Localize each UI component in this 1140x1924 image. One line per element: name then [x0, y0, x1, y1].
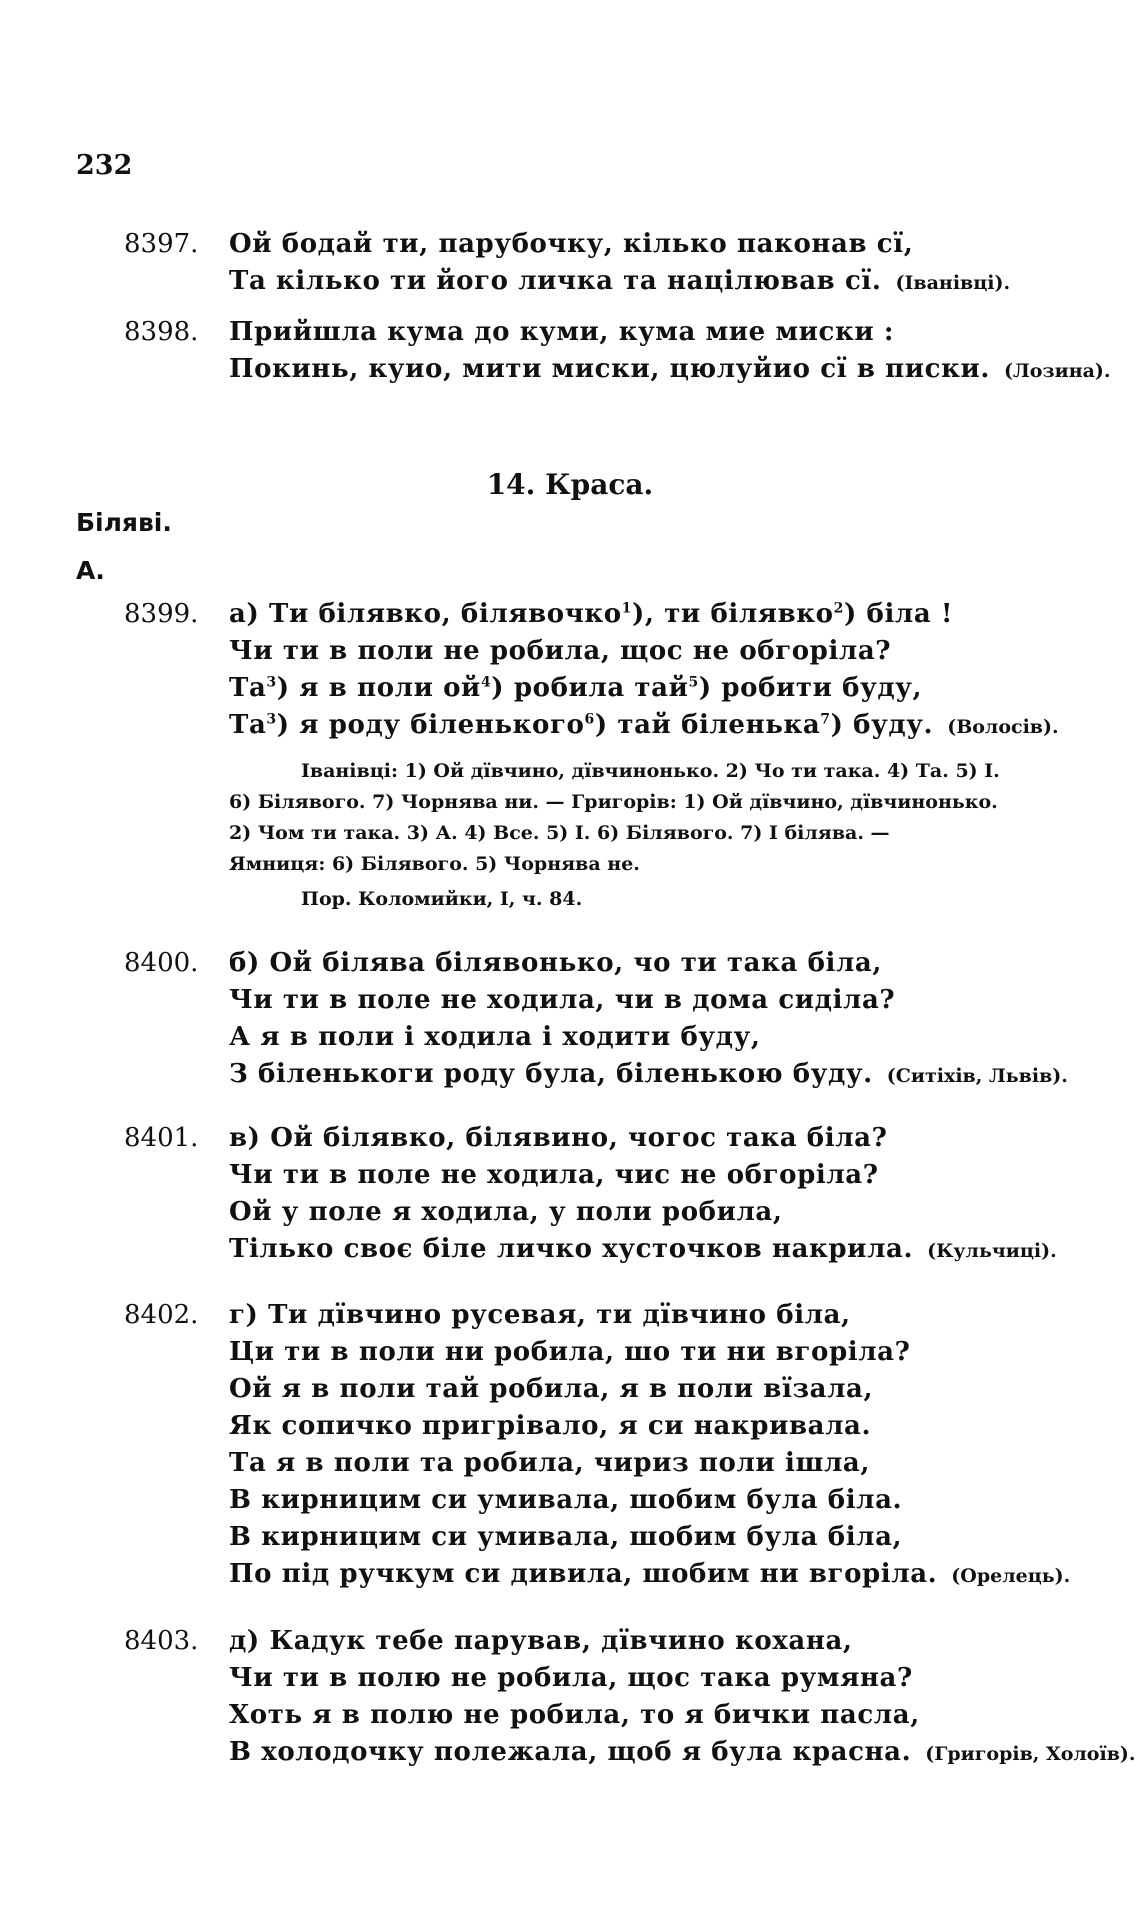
- verse-line: Ой я в поли тай робила, я в поли вїзала,: [229, 1374, 874, 1404]
- verse-line: Чи ти в поле не ходила, чис не обгоріла?: [229, 1160, 879, 1190]
- entry-number: 8402.: [124, 1300, 199, 1330]
- verse-line: Чи ти в полю не робила, щос така румяна?: [229, 1663, 913, 1693]
- comparison-reference: Пор. Коломийки, I, ч. 84.: [301, 888, 583, 910]
- verse-text: З біленькоги роду була, біленькою буду.: [229, 1059, 873, 1089]
- verse-line: Прийшла кума до куми, кума мие миски :: [229, 317, 895, 347]
- verse-text: В холодочку полежала, щоб я була красна.: [229, 1737, 912, 1767]
- verse-line-last: [229, 1734, 1136, 1773]
- note-line: 2) Чом ти така. 3) А. 4) Все. 5) І. 6) Білявого. 7) І білява. —: [229, 822, 890, 844]
- footnote-marker: 3: [266, 711, 277, 728]
- verse-line-last: [229, 1231, 1109, 1270]
- verse-text: Та: [229, 710, 267, 740]
- source-place: (Орелець).: [951, 1565, 1071, 1587]
- verse-text: Тілько своє біле личко хусточков накрила.: [229, 1234, 914, 1264]
- section-label-sub: А.: [76, 556, 105, 585]
- verse-line: Хоть я в полю не робила, то я бички пасла,: [229, 1700, 920, 1730]
- variant-notes: [229, 756, 1069, 915]
- footnote-marker: 3: [266, 674, 277, 691]
- verse-line: Ой бодай ти, парубочку, кілько паконав сї,: [229, 229, 914, 259]
- verse-text: ) я в поли ой: [276, 673, 481, 703]
- verse-line-last: [229, 1556, 1109, 1595]
- source-place: (Лозина).: [1004, 360, 1111, 382]
- verse-line: А я в поли і ходила і ходити буду,: [229, 1022, 761, 1052]
- verse-line: [229, 596, 1109, 633]
- entry-number: 8401.: [124, 1123, 199, 1153]
- verse-text: ), ти білявко: [632, 599, 834, 629]
- note-line: Ямниця: 6) Білявого. 5) Чорнява не.: [229, 853, 640, 875]
- entry-number: 8399.: [124, 599, 199, 629]
- entry-number: 8397.: [124, 229, 199, 259]
- verse-line: б) Ой білява білявонько, чо ти така біла,: [229, 948, 883, 978]
- entry-verse: [229, 945, 1109, 1095]
- verse-text: ) я роду біленького: [276, 710, 585, 740]
- verse-text: ) тай біленька: [594, 710, 821, 740]
- verse-text: Та: [229, 673, 267, 703]
- footnote-marker: 2: [833, 600, 844, 617]
- verse-line: Та я в поли та робила, чириз поли ішла,: [229, 1448, 871, 1478]
- entry-number: 8400.: [124, 948, 199, 978]
- entry-verse: [229, 1120, 1109, 1270]
- note-line: Іванівці: 1) Ой дївчино, дївчинонько. 2) Чо ти така. 4) Та. 5) І.: [301, 760, 1000, 782]
- verse-line-last: [229, 1056, 1109, 1095]
- verse-line: г) Ти дївчино русевая, ти дївчино біла,: [229, 1300, 851, 1330]
- page-number: 232: [76, 150, 133, 181]
- verse-line: Як сопичко пригрівало, я си накривала.: [229, 1411, 872, 1441]
- footnote-marker: 4: [480, 674, 492, 691]
- source-place: (Григорів, Холоїв).: [925, 1743, 1136, 1765]
- footnote-marker: 5: [688, 674, 699, 691]
- verse-text: Покинь, куио, мити миски, цюлуйио сї в писки.: [229, 354, 991, 384]
- footnote-marker: 1: [621, 600, 632, 617]
- verse-line-last: [229, 707, 1109, 746]
- verse-text: а) Ти білявко, білявочко: [229, 599, 622, 629]
- verse-text: Та кілько ти його личка та націлював сї.: [229, 266, 882, 296]
- verse-text: ) робила тай: [491, 673, 689, 703]
- entry-verse: [229, 226, 1109, 302]
- verse-line-last: [229, 263, 1109, 302]
- entry-number: 8403.: [124, 1626, 199, 1656]
- entry-number: 8398.: [124, 317, 199, 347]
- verse-text: ) робити буду,: [698, 673, 923, 703]
- entry-verse: [229, 314, 1109, 390]
- verse-text: ) буду.: [830, 710, 934, 740]
- source-place: (Ситіхів, Львів).: [886, 1065, 1068, 1087]
- entry-verse: [229, 1297, 1109, 1595]
- section-title: 14. Краса.: [486, 468, 654, 501]
- verse-line: В кирницим си умивала, шобим була біла.: [229, 1485, 903, 1515]
- verse-line: В кирницим си умивала, шобим була біла,: [229, 1522, 903, 1552]
- verse-line: Чи ти в поли не робила, щос не обгоріла?: [229, 636, 892, 666]
- source-place: (Іванівці).: [895, 272, 1011, 294]
- verse-line: Чи ти в поле не ходила, чи в дома сиділа?: [229, 985, 896, 1015]
- section-label-main: Біляві.: [76, 508, 172, 537]
- verse-line: Ци ти в поли ни робила, шо ти ни вгоріла?: [229, 1337, 911, 1367]
- source-place: (Кульчиці).: [927, 1240, 1057, 1262]
- verse-line-last: [229, 351, 1109, 390]
- footnote-marker: 6: [584, 711, 595, 728]
- verse-line: в) Ой білявко, білявино, чогос така біла?: [229, 1123, 888, 1153]
- note-line: 6) Білявого. 7) Чорнява ни. — Григорів: 1) Ой дївчино, дївчинонько.: [229, 791, 998, 813]
- verse-line: Ой у поле я ходила, у поли робила,: [229, 1197, 783, 1227]
- verse-line: [229, 670, 1109, 707]
- entry-verse: [229, 596, 1109, 746]
- entry-verse: [229, 1623, 1136, 1773]
- footnote-marker: 7: [820, 711, 831, 728]
- verse-line: д) Кадук тебе парував, дївчино кохана,: [229, 1626, 853, 1656]
- verse-text: По під ручкум си дивила, шобим ни вгоріла.: [229, 1559, 938, 1589]
- source-place: (Волосів).: [947, 716, 1059, 738]
- verse-text: ) біла !: [843, 599, 953, 629]
